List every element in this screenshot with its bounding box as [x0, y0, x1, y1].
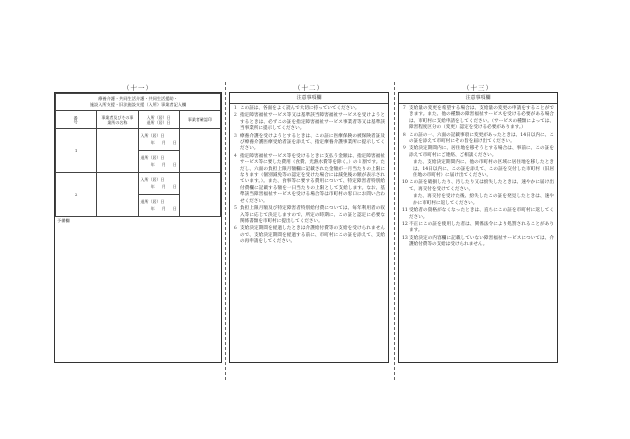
note-item: 12 不正にこの証を使用した者は、関係法令により処罰されることがあります。 [402, 221, 554, 234]
row-number: 1 [56, 129, 97, 173]
col-provider-header: 事業者及びその事業所の名称 [97, 111, 138, 129]
fold-line-right [394, 82, 395, 380]
provider-name-cell[interactable] [97, 129, 138, 173]
note-item: 13 支給決定の内容欄に記載していない障害福祉サービスについては、介護給付費等の支給は受けられません。 [402, 235, 554, 248]
note-item: ５ 負担上限月額及び特定障害者特別給付費については、毎年利用者の収入等に応じて決定しますので、所定の時期に、この証と認定に必要な関係書類を市町村に提出してください。 [233, 206, 385, 224]
notes-box [398, 92, 558, 363]
notes-title: 注意事項欄 [399, 94, 557, 104]
move-in-cell[interactable]: 入所（居）日 年 月 日 [138, 129, 179, 151]
move-out-cell[interactable]: 退所（居）日 年 月 日 [138, 151, 179, 173]
col-dates-header: 入所（居）日 退所（居）日 [138, 111, 179, 129]
notes-box [229, 92, 389, 363]
note-continuation: また、支給決定期間内に、他の市町村の区域に居住地を移したときは、14日以内に、この証を添えて、この証を交付した市町村（旧居住地の市町村）に届け出てください。 [413, 160, 554, 179]
note-item: ３ 療養介護を受けようとするときは、この証に医療保険の被保険者証及び療養介護医療受給者証を添えて、指定療養介護事業所に提示してください。 [233, 133, 385, 152]
spare-field-label: 予備欄 [57, 218, 70, 223]
note-continuation: また、再交付を受けた後、紛失したこの証を発見したときは、速やかに市町村に返してください。 [413, 194, 554, 206]
panel-number: （十三） [463, 84, 493, 92]
panel-13 [398, 84, 558, 363]
col-number-header: 番号 [56, 111, 97, 129]
note-item: ２ 指定障害福祉サービス等又は基準該当障害福祉サービスを受けようとするときは、必ずこの証を指定障害福祉サービス事業者等又は基準該当事業所に提示してください。 [233, 113, 385, 132]
notes-title: 注意事項欄 [230, 94, 388, 104]
col-sign-header: 事業者確認印 [179, 111, 220, 129]
table-header-title: 療養介護・共同生活介護・共同生活援助・ 施設入所支援・旧法施設支援（入所）事業者記入欄 [56, 94, 221, 111]
provider-name-cell[interactable] [97, 173, 138, 217]
note-item: ６ 支給決定期間を経過したときは介護給付費等の支給を受けられませんので、支給決定期間を経過する前に、市町村にこの証を添えて、支給の再申請をしてください。 [233, 226, 385, 245]
note-item: ４ 指定障害福祉サービス等を受けるときに支払う金額は、指定障害福祉サービス等に要した費用（食費、光熱水費等を除く。）の１割です。ただし、六面の負担上限月額欄に記載された金額が一月当たりの上限になります（個別減免等の認定を受けた場合には減免後の額が表示されています。）。また、食事等に要する費用について、特定障害者特別給付費欄に記載する額を一日当たりの上限として支給します。なお、基準該当障害福祉サービスを受ける場合等は市町村の窓口にお問い合わせください。 [233, 153, 385, 204]
facility-record-table [55, 93, 221, 217]
panel-11 [54, 84, 222, 363]
note-item: ９ 支給決定期間内に、居住地を移そうとする場合は、事前に、この証を添えて市町村にご連絡、ご相談ください。 [402, 146, 554, 158]
row-number: 2 [56, 173, 97, 217]
note-item: ８ この証の一、六面の記載事項に変更があったときは、14日以内に、この証を添えて市町村にその旨を届け出てください。 [402, 132, 554, 145]
panel-number: （十一） [123, 84, 153, 92]
note-item: 11 受給者の資格がなくなったときは、直ちにこの証を市町村に返してください。 [402, 208, 554, 220]
panel-number: （十二） [294, 84, 324, 92]
panel-12 [229, 84, 389, 363]
note-item: 10 この証を破損したり、汚したり又は紛失したときは、速やかに届け出て、再交付を受けてください。 [402, 180, 554, 192]
move-out-cell[interactable]: 退所（居）日 年 月 日 [138, 195, 179, 217]
fold-line-left [225, 82, 226, 380]
facility-record-box [54, 92, 222, 363]
seal-cell[interactable] [179, 173, 220, 217]
move-in-cell[interactable]: 入所（居）日 年 月 日 [138, 173, 179, 195]
seal-cell[interactable] [179, 129, 220, 173]
note-item: ７ 支給量の変更を希望する場合は、支給量の変更の申請をすることができます。また、他の種類の障害福祉サービスを受ける必要がある場合は、市町村に支給申請をしてください。（サービスの種類によっては、障害程度区分の（変更）認定を受ける必要があります。） [402, 106, 554, 131]
note-item: １ この証は、各面をよく読んで大切に持っていてください。 [233, 106, 360, 111]
